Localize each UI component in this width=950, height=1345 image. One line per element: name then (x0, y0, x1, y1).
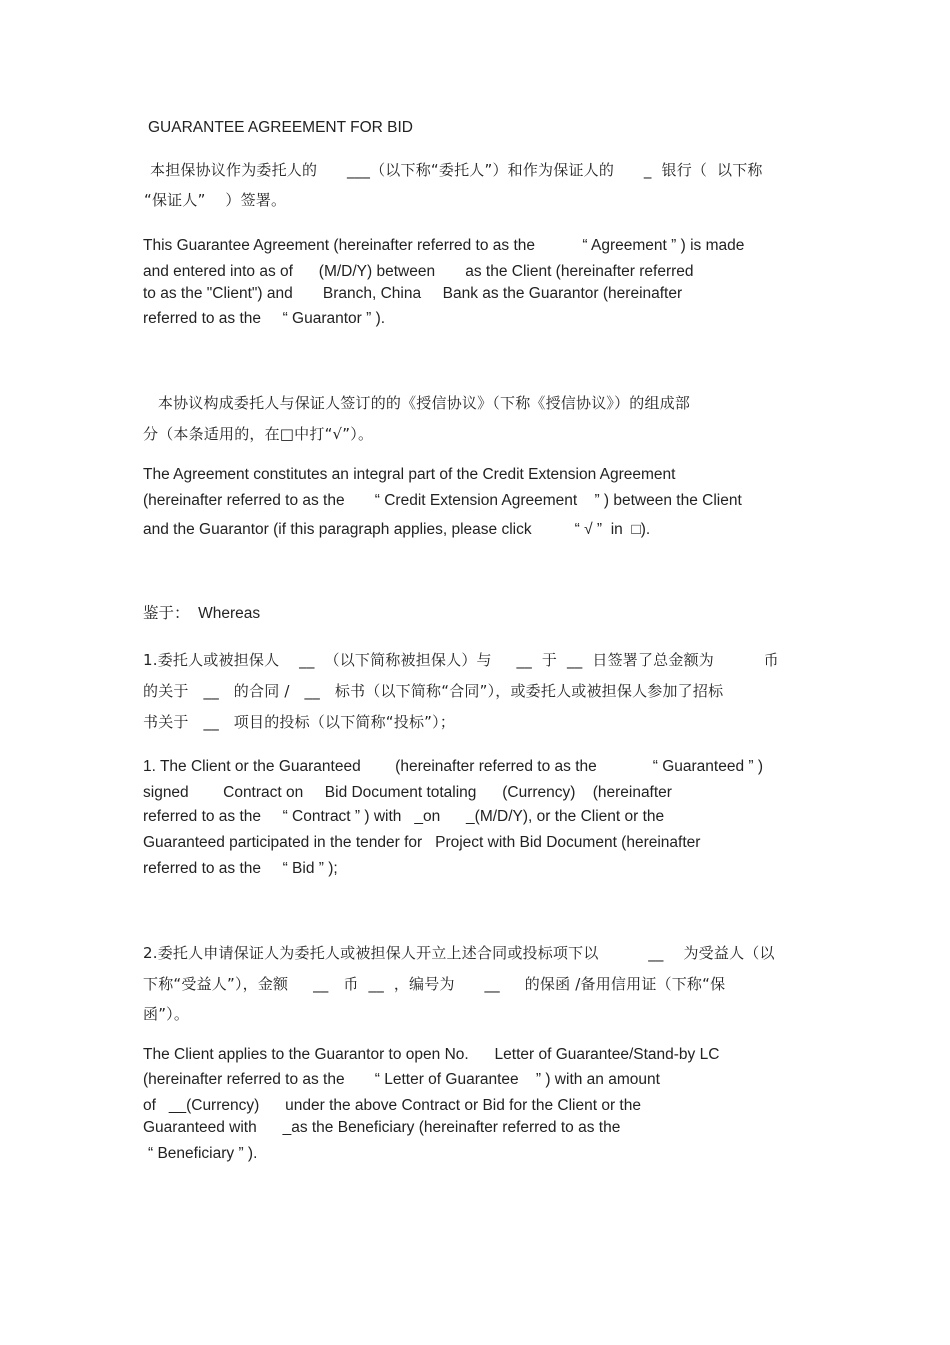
intro-en-line-1: This Guarantee Agreement (hereinafter referred to as the “ Agreement ” ) is made (143, 237, 745, 254)
intro-en-line-3: to as the "Client") and Branch, China Bank as the Guarantor (hereinafter (143, 285, 683, 302)
item2-en-line-2: (hereinafter referred to as the “ Letter of Guarantee ” ) with an amount (143, 1071, 660, 1088)
item1-en-line-4: Guaranteed participated in the tender for Project with Bid Document (hereinafter (143, 834, 701, 851)
item2-cn-line-1: 2.委托人申请保证人为委托人或被担保人开立上述合同或投标项下以 __ 为受益人（以 (143, 944, 775, 962)
intro-cn-line-1: 本担保协议作为委托人的 ___（以下称“委托人”）和作为保证人的 _ 银行（ 以下称 (150, 161, 763, 179)
item2-cn-line-2: 下称“受益人”），金额 __ 币 __ ，编号为 __ 的保函 /备用信用证（下称“保 (143, 975, 726, 993)
item1-en-line-1: 1. The Client or the Guaranteed (hereinafter referred to as the “ Guaranteed ” ) (143, 758, 764, 775)
credit-en-line-3: and the Guarantor (if this paragraph applies, please click “ √ ” in □). (143, 521, 651, 538)
item1-cn-line-3: 书关于 __ 项目的投标（以下简称“投标”）； (143, 713, 456, 731)
intro-en-line-4: referred to as the “ Guarantor ” ). (143, 310, 386, 327)
item2-en-line-1: The Client applies to the Guarantor to open No. Letter of Guarantee/Stand-by LC (143, 1046, 720, 1063)
item2-en-line-3: of __(Currency) under the above Contract or Bid for the Client or the (143, 1097, 641, 1114)
item2-cn-line-3: 函”）。 (143, 1005, 190, 1023)
credit-cn-line-2: 分（本条适用的，在□中打“√”）。 (143, 425, 374, 443)
item1-en-line-5: referred to as the “ Bid ” ); (143, 860, 338, 877)
credit-en-line-2: (hereinafter referred to as the “ Credit Extension Agreement ” ) between the Client (143, 492, 742, 509)
whereas-heading: 鉴于： Whereas (143, 605, 261, 622)
item1-cn-line-1: 1.委托人或被担保人 __ （以下简称被担保人）与 __ 于 __ 日签署了总金额为 币 (143, 651, 779, 669)
item1-en-line-2: signed Contract on Bid Document totaling (Currency) (hereinafter (143, 784, 672, 801)
intro-cn-line-2: “保证人” ）签署。 (144, 191, 287, 209)
credit-cn-line-1: 本协议构成委托人与保证人签订的的《授信协议》（下称《授信协议》）的组成部 (143, 394, 691, 412)
item2-en-line-4: Guaranteed with _as the Beneficiary (hereinafter referred to as the (143, 1119, 621, 1136)
item1-cn-line-2: 的关于 __ 的合同 / __ 标书（以下简称“合同”），或委托人或被担保人参加了招标 (143, 682, 724, 700)
item2-en-line-5: “ Beneficiary ” ). (148, 1145, 258, 1162)
item1-en-line-3: referred to as the “ Contract ” ) with _on _(M/D/Y), or the Client or the (143, 808, 665, 825)
document-title: GUARANTEE AGREEMENT FOR BID (148, 119, 413, 136)
intro-en-line-2: and entered into as of (M/D/Y) between as the Client (hereinafter referred (143, 263, 694, 280)
credit-en-line-1: The Agreement constitutes an integral part of the Credit Extension Agreement (143, 466, 676, 483)
